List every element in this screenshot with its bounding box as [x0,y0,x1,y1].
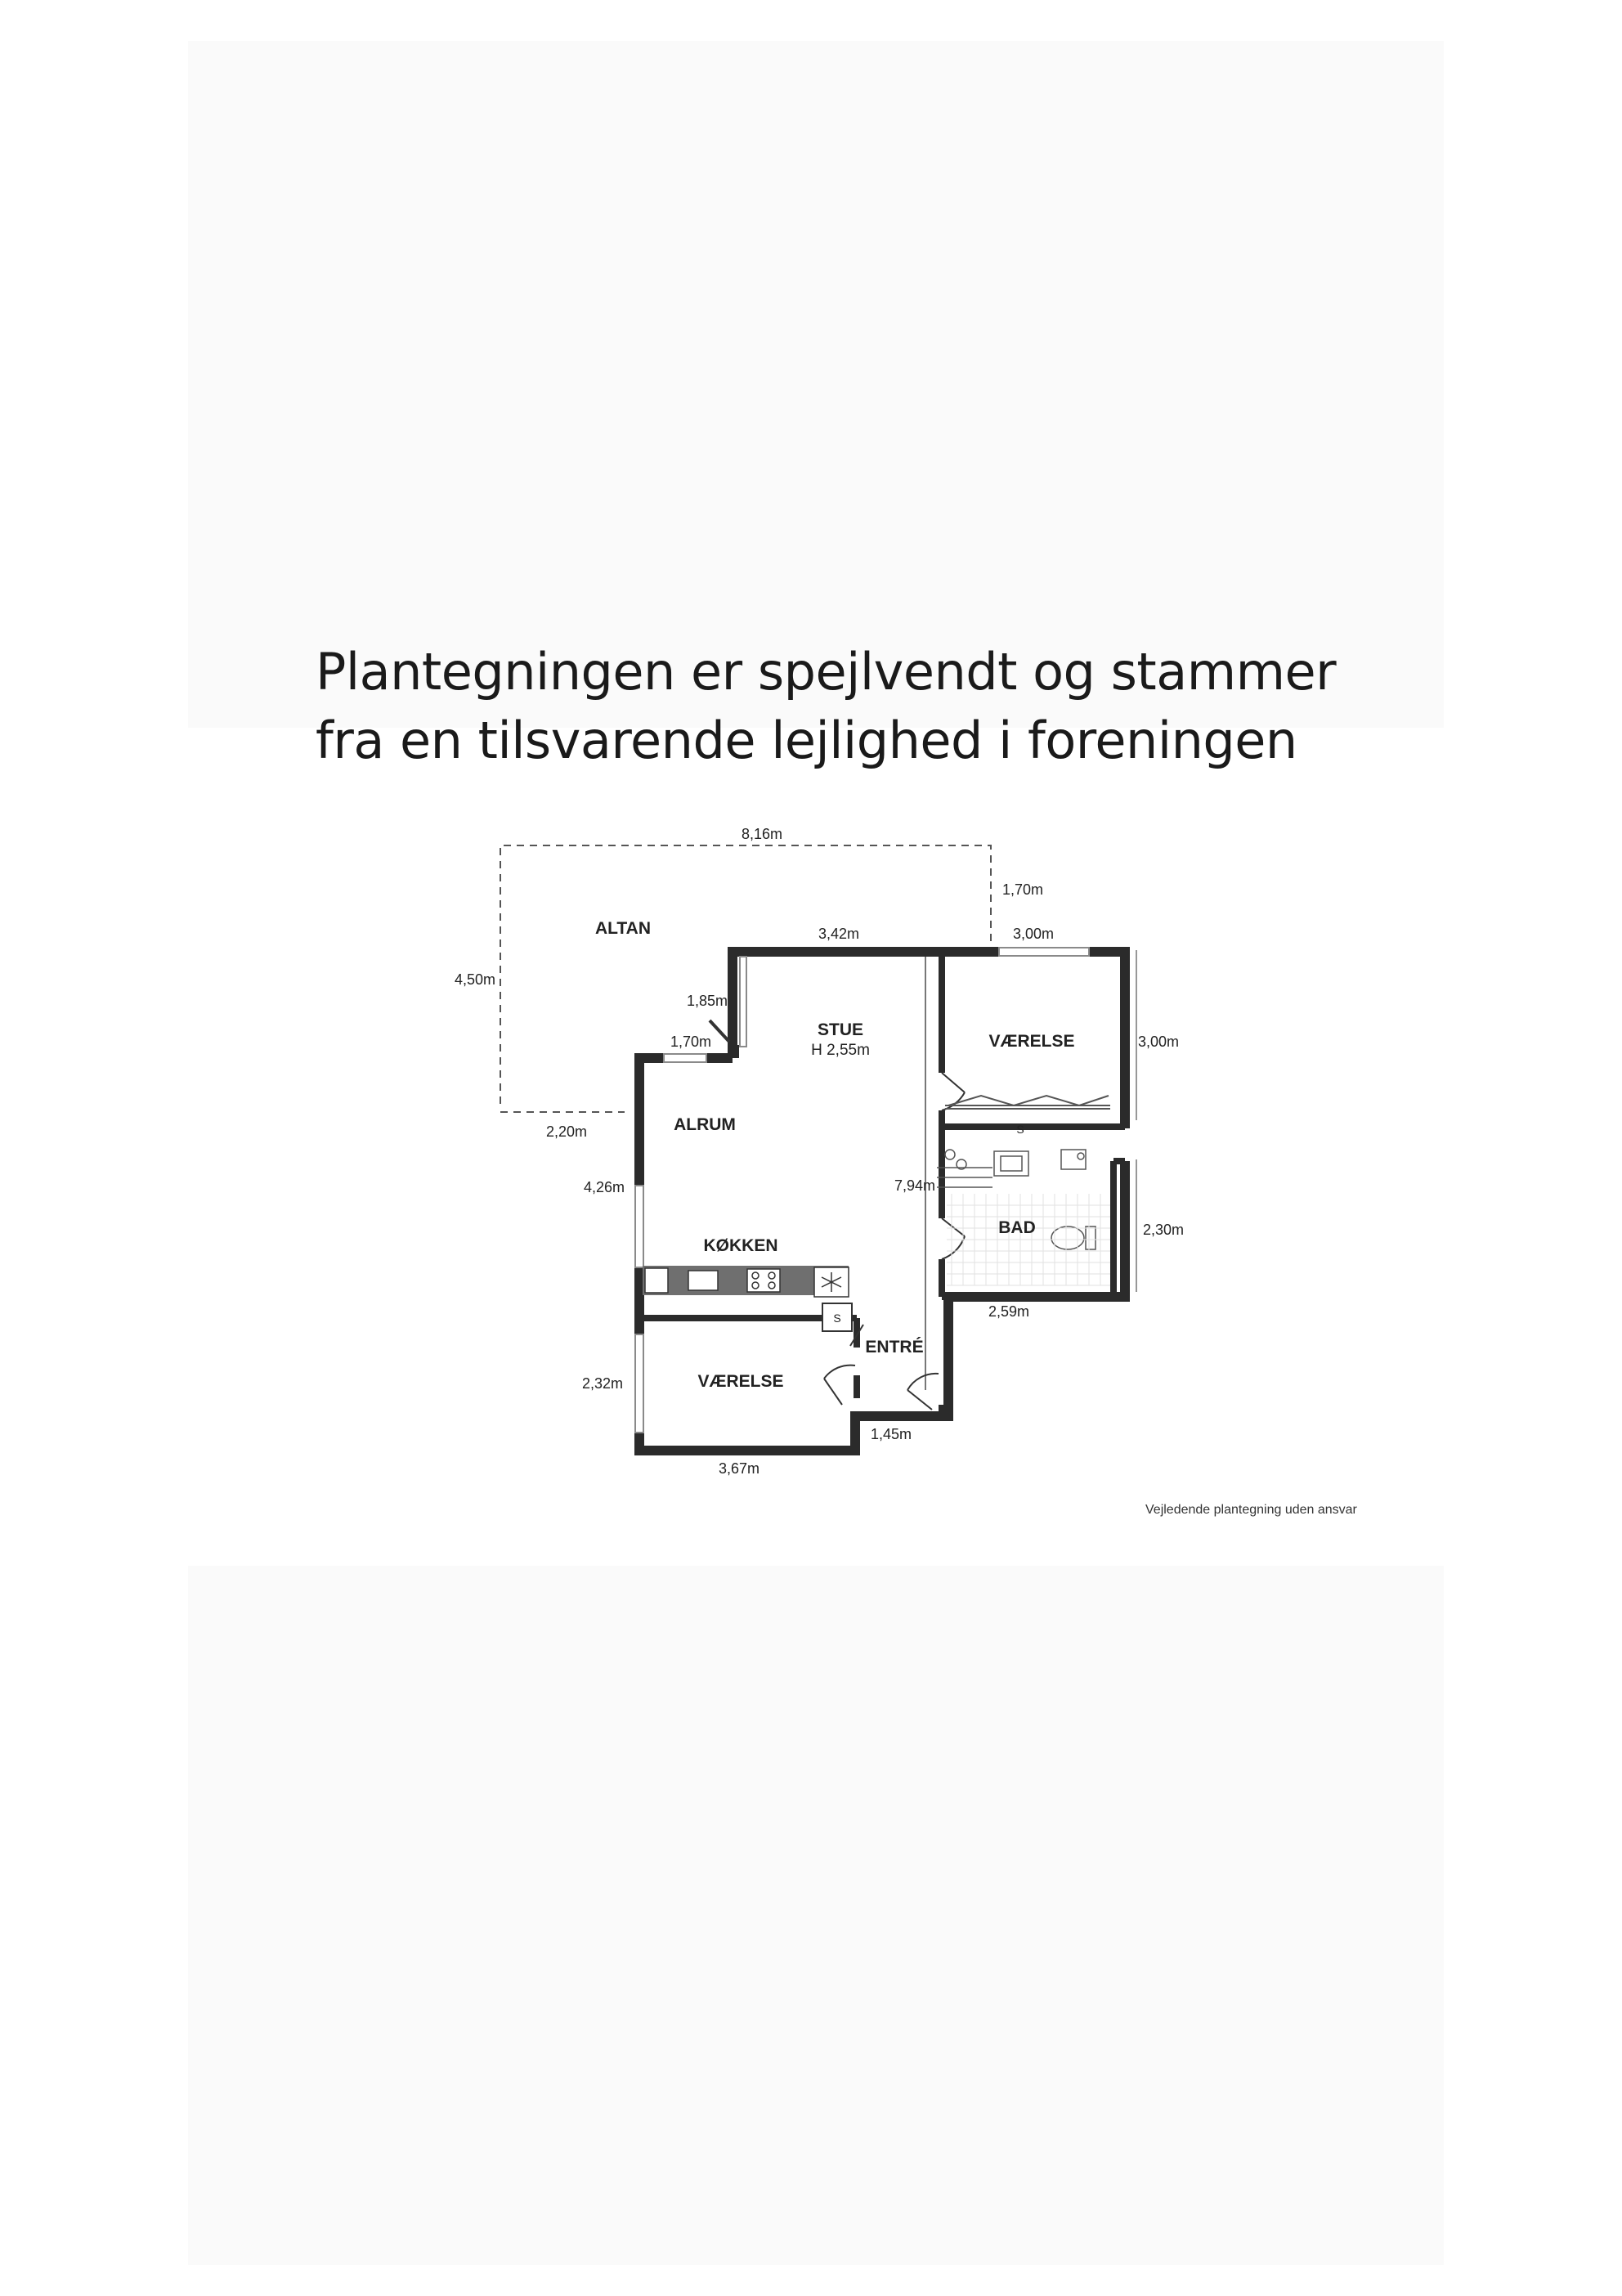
dim-altan-bottom: 2,20m [546,1123,588,1140]
room-label-stue: STUE [817,1020,864,1039]
room-height-stue: H 2,55m [811,1042,870,1059]
room-label-alrum: ALRUM [674,1115,736,1134]
dim-vaerelse2-width: 3,67m [718,1460,760,1477]
dim-bad-width: 2,59m [988,1303,1030,1320]
kitchen-counter [643,1266,849,1297]
dim-vaerelse-depth: 3,00m [1138,1034,1180,1050]
room-label-bad: BAD [998,1218,1036,1237]
column [728,1045,739,1058]
column [939,1405,950,1418]
room-label-vaerelse-1: VÆRELSE [988,1032,1075,1051]
heading-line-2: fra en tilsvarende lejlighed i foreningen [316,711,1297,770]
room-label-altan: ALTAN [594,919,652,938]
dim-stue-width: 3,42m [818,926,860,942]
room-label-koekken: KØKKEN [703,1236,778,1255]
dim-alrum-depth: 4,26m [584,1179,625,1195]
dim-altan-width: 8,16m [741,826,783,842]
dim-vaerelse-width: 3,00m [1012,926,1055,942]
dim-total-length: 7,94m [894,1177,936,1194]
dim-altan-depth-right: 1,70m [1002,881,1044,898]
dim-entre-width: 1,45m [870,1426,912,1442]
dim-vaerelse2-depth: 2,32m [582,1375,624,1392]
closet-vaerelse [945,1096,1110,1109]
dim-altan-height: 4,50m [455,971,496,988]
dim-altan-door-width: 1,70m [670,1034,712,1050]
closet-entre-label: S [833,1312,841,1325]
interior-walls [639,952,1125,1398]
closet-vaerelse-label: S [1016,1123,1024,1136]
doors [710,1020,965,1410]
room-label-vaerelse-2: VÆRELSE [697,1372,784,1391]
room-label-entre: ENTRÉ [865,1338,924,1357]
heading-line-1: Plantegningen er spejlvendt og stammer [316,642,1337,702]
bathroom-fixtures [937,1150,1110,1285]
dim-bad-depth: 2,30m [1143,1222,1185,1238]
dim-altan-door-height: 1,85m [687,993,728,1009]
disclaimer-text: Vejledende plantegning uden ansvar [1145,1503,1357,1517]
